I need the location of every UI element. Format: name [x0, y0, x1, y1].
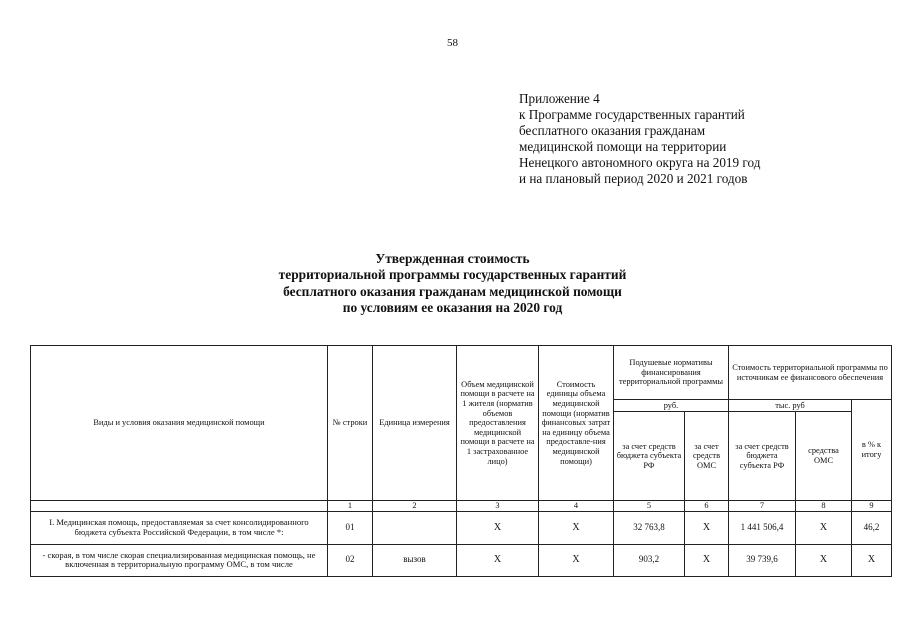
header-cost-total: Стоимость территориальной программы по источникам ее финансового обеспечения: [729, 346, 892, 400]
row-name: - скорая, в том числе скорая специализированная медицинская помощь, не включенная в территориальную программу ОМС, в том числе: [31, 544, 328, 576]
row-name: I. Медицинская помощь, предоставляемая за счет консолидированного бюджета субъекта Российской Федерации, в том числе *:: [31, 511, 328, 544]
row-cost-budget: 39 739,6: [729, 544, 796, 576]
header-types: Виды и условия оказания медицинской помощи: [31, 346, 328, 501]
column-number: 8: [796, 501, 852, 512]
header-oms-funds: за счет средств ОМС: [685, 412, 729, 501]
appendix-line: медицинской помощи на территории: [519, 139, 727, 154]
title-line: по условиям ее оказания на 2020 год: [342, 299, 563, 315]
row-unit: вызов: [373, 544, 457, 576]
row-cost-budget: 1 441 506,4: [729, 511, 796, 544]
table-row: [31, 544, 892, 576]
appendix-line: Ненецкого автономного округа на 2019 год: [519, 155, 761, 170]
column-number: 5: [614, 501, 685, 512]
row-volume: X: [457, 544, 539, 576]
header-unit-cost: Стоимость единицы объема медицинской помощи (норматив финансовых затрат на единицу объема предоставле-ния медицинской помощи): [539, 346, 614, 501]
row-unit: [373, 511, 457, 544]
column-number: 9: [852, 501, 892, 512]
row-number: 01: [328, 511, 373, 544]
column-number: 6: [685, 501, 729, 512]
table-row: [31, 511, 892, 544]
header-budget-rf-2: за счет средств бюджета субъекта РФ: [729, 412, 796, 501]
row-unit-cost: X: [539, 544, 614, 576]
row-unit-cost: X: [539, 511, 614, 544]
row-percent: X: [852, 544, 892, 576]
cost-table: [30, 345, 892, 577]
appendix-line: бесплатного оказания гражданам: [519, 123, 706, 138]
row-percent: 46,2: [852, 511, 892, 544]
empty-cell: [31, 501, 328, 512]
appendix-line: Приложение 4: [519, 91, 600, 106]
document-title: [0, 251, 905, 316]
appendix-reference: [519, 91, 760, 187]
column-number: 1: [328, 501, 373, 512]
column-number: 3: [457, 501, 539, 512]
header-unit: Единица измерения: [373, 346, 457, 501]
header-percent: в % к итогу: [852, 400, 892, 501]
header-per-capita: Подушевые нормативы финансирования территориальной программы: [614, 346, 729, 400]
row-cost-oms: X: [796, 511, 852, 544]
title-line: Утвержденная стоимость: [375, 251, 530, 266]
title-line: территориальной программы государственных гарантий: [278, 267, 627, 283]
row-per-capita-oms: X: [685, 544, 729, 576]
row-volume: X: [457, 511, 539, 544]
header-row-number: № строки: [328, 346, 373, 501]
column-number: 2: [373, 501, 457, 512]
header-rub: руб.: [614, 400, 729, 412]
header-thous-rub: тыс. руб: [729, 400, 852, 412]
row-per-capita-budget: 903,2: [614, 544, 685, 576]
header-oms-2: средства ОМС: [796, 412, 852, 501]
row-cost-oms: X: [796, 544, 852, 576]
column-number: 7: [729, 501, 796, 512]
row-number: 02: [328, 544, 373, 576]
header-volume: Объем медицинской помощи в расчете на 1 жителя (норматив объемов предоставления медицинской помощи в расчете на 1 застрахованное лицо): [457, 346, 539, 501]
column-number: 4: [539, 501, 614, 512]
page-number: 58: [447, 37, 458, 49]
appendix-line: и на плановый период 2020 и 2021 годов: [519, 171, 748, 186]
row-per-capita-oms: X: [685, 511, 729, 544]
title-line: бесплатного оказания гражданам медицинской помощи: [283, 283, 622, 299]
row-per-capita-budget: 32 763,8: [614, 511, 685, 544]
header-budget-rf: за счет средств бюджета субъекта РФ: [614, 412, 685, 501]
appendix-line: к Программе государственных гарантий: [519, 107, 745, 122]
